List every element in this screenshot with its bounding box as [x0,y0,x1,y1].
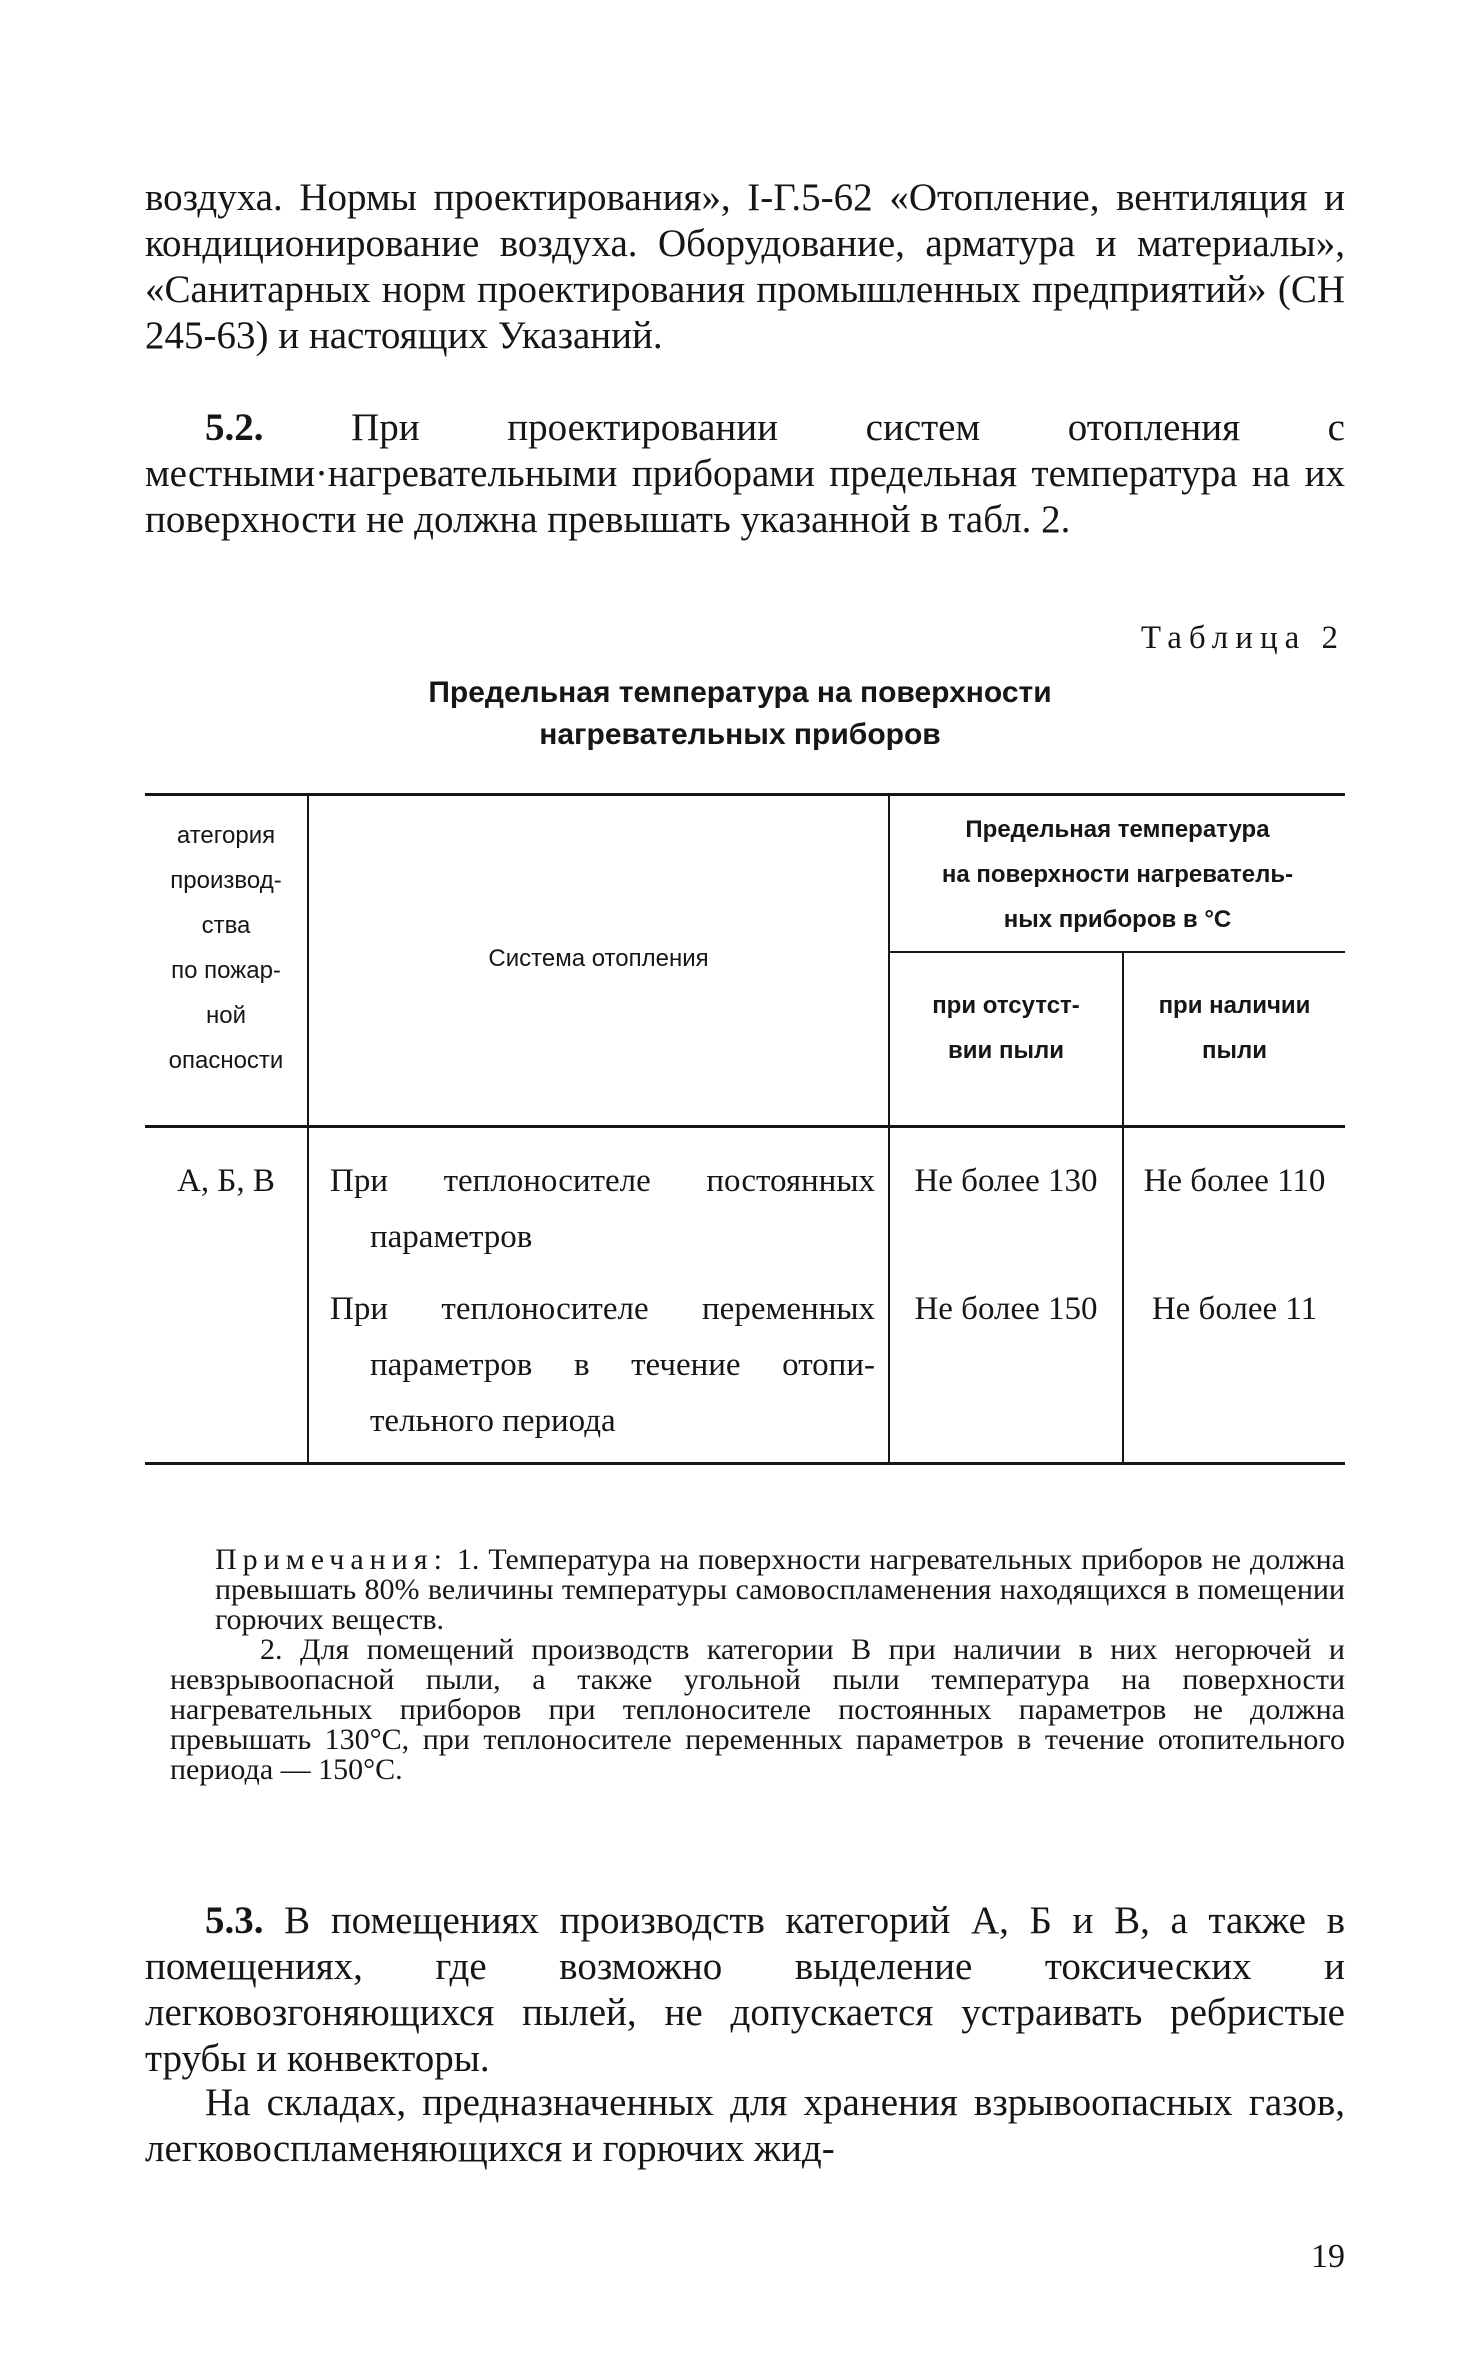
row-2-system [330,1281,875,1449]
row-1-no-dust: Не более 130 [914,1163,1098,1199]
header-category [145,813,307,1083]
header-no-dust-line: вии пыли [948,1037,1064,1064]
paragraph-intro: воздуха. Нормы проектирования», I-Г.5-62 «Отопление, вентиляция и кондиционирование воздуха. Оборудование, арматура и материалы», «Санитарных норм проектирования промышленных предприятий» (СН 245-63) и настоящих Указаний. [145,176,1345,357]
header-limit-line: ных приборов в °С [1003,906,1232,933]
note-2: 2. Для помещений производств категории В при наличии в них негорючей и невзрывоопасной пыли, а также угольной пыли температура на поверхности нагревательных приборов при теплоносителе постоянных параметров не должна превышать 130°С, при теплоносителе переменных параметров в течение отопительного периода — 150°С. [170,1633,1345,1786]
table-header-rule [145,1125,1345,1128]
section-number: 5.3. [205,1899,264,1942]
row-2-no-dust: Не более 150 [914,1291,1098,1327]
row-1-system-line: параметров [370,1219,533,1255]
table-title [340,672,1140,756]
section-number: 5.2. [205,406,264,449]
notes-label: Примечания: [215,1543,448,1576]
header-limit-line: на поверхности нагреватель- [941,861,1294,888]
table-top-rule [145,793,1345,796]
row-2-system-line: параметров в течение отопи- [370,1347,875,1383]
paragraph-5-2 [145,405,1345,543]
paragraph-text: В помещениях производств категорий А, Б и В, а также в помещениях, где возможно выделение токсических и легковозгоняющихся пылей, не допускается устраивать ребристые трубы и конвекторы. [145,1899,1346,2080]
table-notes [170,1543,1345,1786]
table-title-line-2: нагревательных приборов [539,718,941,751]
header-dust [1124,983,1345,1073]
header-dust-line: пыли [1202,1037,1267,1064]
table-bottom-rule [145,1462,1345,1465]
header-limit-line: Предельная температура [965,816,1270,843]
header-category-line: опасности [168,1047,284,1074]
row-2-system-line: тельного периода [370,1403,616,1439]
row-1-dust: Не более 110 [1143,1163,1326,1199]
note-1-text: 1. Температура на поверхности нагревательных приборов не должна превышать 80% величины температуры самовоспламенения находящихся в помещении горючих веществ. [215,1543,1345,1636]
paragraph-text: При проектировании систем отопления с местными·нагревательными приборами предельная температура на их поверхности не должна превышать указанной в табл. 2. [145,406,1345,541]
header-no-dust [890,983,1122,1073]
header-category-line: ства [201,912,251,939]
row-1-system [330,1153,875,1265]
page-number: 19 [1311,2238,1345,2275]
header-category-line: атегория [176,822,276,849]
header-category-line: производ- [170,867,282,894]
row-1-category: А, Б, В [177,1163,275,1199]
row-2-system-line: При теплоносителе переменных [330,1291,875,1327]
row-2-dust: Не более 11 [1151,1291,1318,1327]
column-divider-1 [307,793,309,1465]
paragraph-5-3 [145,1898,1345,2082]
header-category-line: ной [205,1002,246,1029]
header-limit-temperature [890,807,1345,942]
paragraph-warehouses: На складах, предназначенных для хранения взрывоопасных газов, легковоспламеняющихся и горючих жид- [145,2081,1345,2170]
header-category-line: по пожар- [171,957,281,984]
table-caption: Таблица 2 [1140,620,1345,656]
note-1 [215,1545,1345,1635]
subheader-rule [890,951,1345,953]
temperature-table [145,793,1345,1465]
header-system: Система отопления [488,945,709,972]
header-no-dust-line: при отсутст- [932,992,1080,1019]
header-dust-line: при наличии [1158,992,1311,1019]
table-title-line-1: Предельная температура на поверхности [428,676,1052,709]
row-1-system-line: При теплоносителе постоянных [330,1163,875,1199]
